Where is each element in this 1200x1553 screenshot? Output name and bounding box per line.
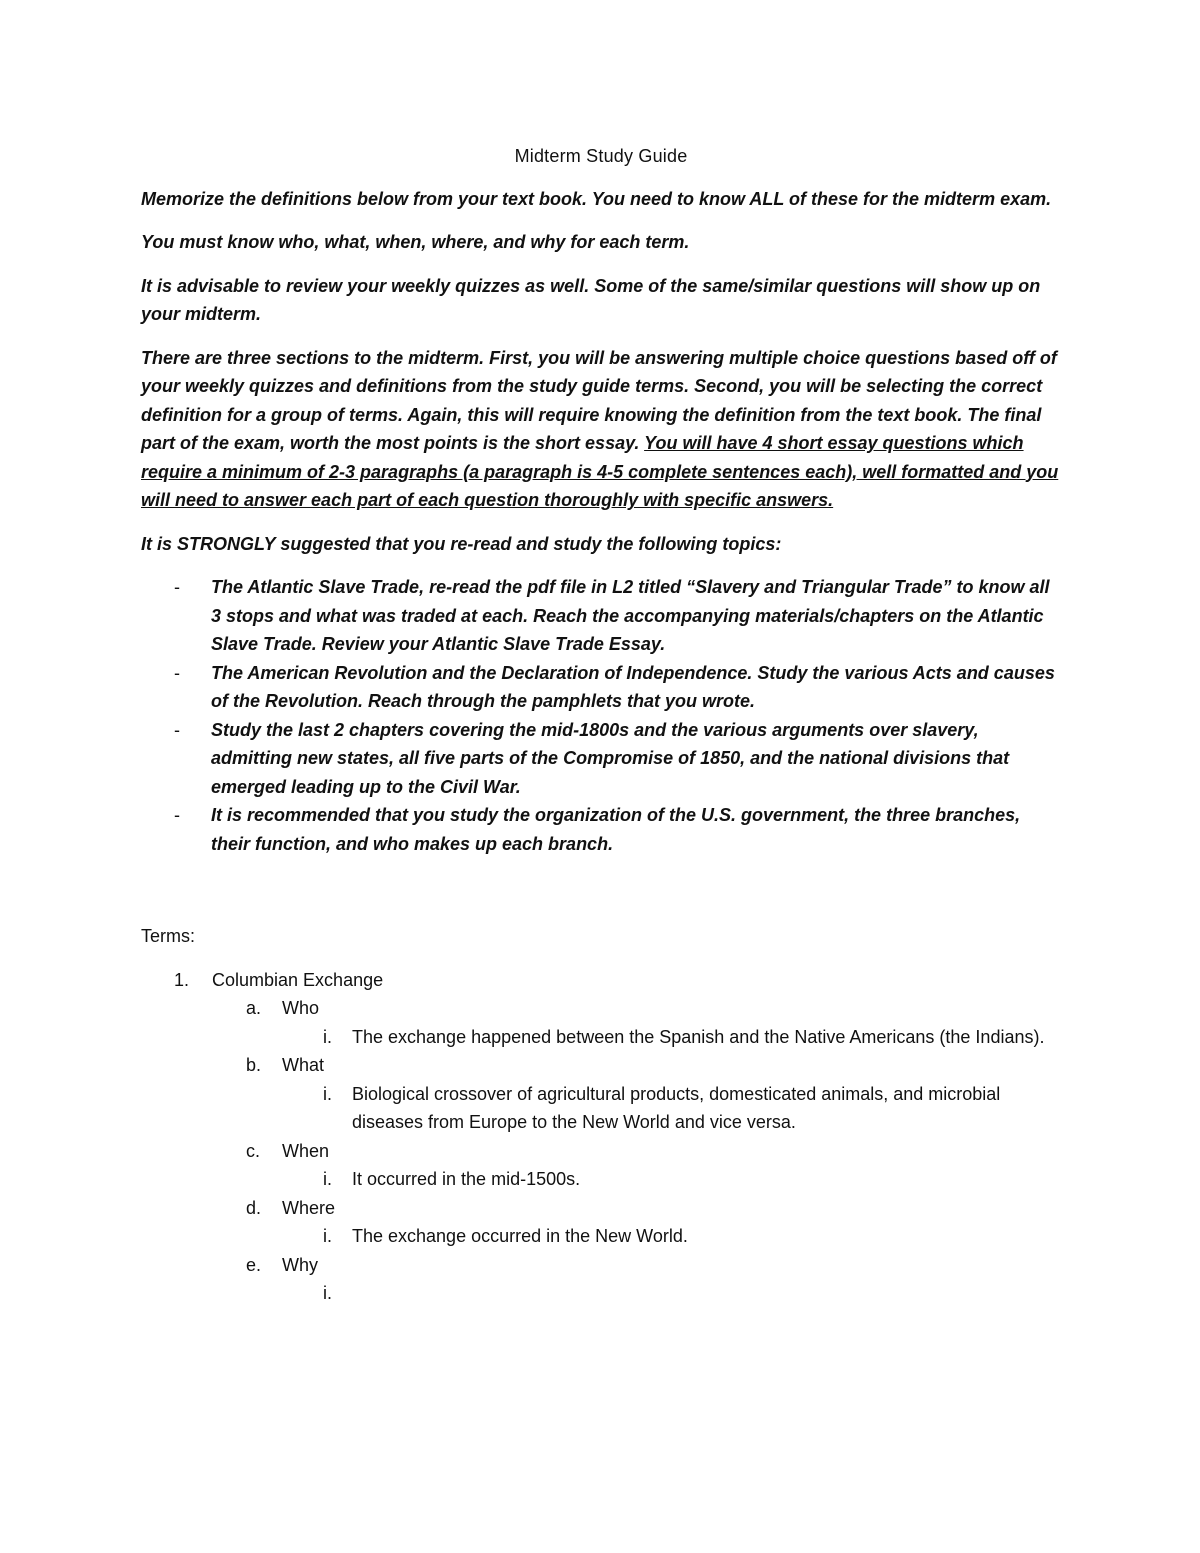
- part-letter: e.: [246, 1254, 262, 1275]
- topic-text: The American Revolution and the Declaration of Independence. Study the various Acts and causes of the Revolution. Reach through the pamphlets that you wrote.: [211, 662, 1055, 711]
- term-name: Columbian Exchange: [212, 969, 384, 990]
- part-answer: [141, 1279, 1061, 1308]
- topic-item: [141, 659, 1061, 716]
- answer-numeral: i.: [323, 1283, 332, 1303]
- part-label: Who: [282, 998, 320, 1018]
- answer-text: The exchange happened between the Spanish and the Native Americans (the Indians).: [352, 1026, 1045, 1047]
- intro-paragraph-3: It is advisable to review your weekly quizzes as well. Some of the same/similar questions will show up on your midterm.: [141, 275, 1041, 324]
- list-dash: -: [174, 662, 180, 683]
- list-dash: -: [174, 805, 180, 825]
- intro-paragraph-5: It is STRONGLY suggested that you re-read and study the following topics:: [141, 533, 782, 554]
- topic-item: [141, 716, 1061, 802]
- answer-numeral: i.: [323, 1169, 332, 1189]
- topic-item: [141, 573, 1061, 659]
- list-dash: -: [174, 577, 180, 597]
- answer-numeral: i.: [323, 1083, 332, 1104]
- page-title: Midterm Study Guide: [514, 146, 688, 166]
- part-label: Where: [282, 1197, 336, 1218]
- document-page: [141, 142, 1061, 1308]
- term-item: [141, 966, 1061, 995]
- term-number: 1.: [174, 969, 190, 990]
- list-dash: -: [174, 719, 180, 740]
- answer-numeral: i.: [323, 1226, 332, 1246]
- topics-list: [141, 573, 1061, 858]
- part-letter: c.: [246, 1140, 261, 1161]
- topic-item: [141, 801, 1061, 858]
- answer-text: The exchange occurred in the New World.: [352, 1226, 688, 1246]
- part-label: What: [282, 1055, 325, 1075]
- part-answer: [141, 1165, 1061, 1194]
- topic-text: Study the last 2 chapters covering the mid-1800s and the various arguments over slavery, admitting new states, all five parts of the Compromise of 1850, and the national divisions that emerged leading up to the Civil War.: [211, 719, 1010, 797]
- part-answer: [141, 1222, 1061, 1251]
- exam-sections-text: There are three sections to the midterm. First, you will be answering multiple choice questions based off of your weekly quizzes and definitions from the study guide terms. Second, you will be selecting the correct definition for a group of terms. Again, this will require knowing the definition from the text book. The final part of the exam, worth the most points is the short essay.: [141, 347, 1057, 453]
- part-label: When: [282, 1140, 330, 1161]
- part-letter: d.: [246, 1197, 262, 1218]
- answer-text: It occurred in the mid-1500s.: [352, 1169, 581, 1189]
- intro-paragraph-2: You must know who, what, when, where, and why for each term.: [141, 232, 690, 252]
- answer-text: Biological crossover of agricultural products, domesticated animals, and microbial diseases from Europe to the New World and vice versa.: [352, 1083, 1001, 1132]
- topic-text: The Atlantic Slave Trade, re-read the pdf file in L2 titled “Slavery and Triangular Trade” to know all 3 stops and what was traded at each. Reach the accompanying materials/chapters on the Atlantic Slave Trade. Review your Atlantic Slave Trade Essay.: [211, 577, 1050, 654]
- terms-heading: Terms:: [141, 926, 195, 946]
- answer-text: [352, 1283, 357, 1303]
- intro-paragraph-4: [141, 344, 1061, 515]
- term-part: [141, 1194, 1061, 1223]
- intro-paragraph-1: Memorize the definitions below from your text book. You need to know ALL of these for the midterm exam.: [141, 188, 1052, 209]
- term-part: [141, 1051, 1061, 1080]
- part-letter: a.: [246, 998, 262, 1018]
- part-answer: [141, 1080, 1061, 1137]
- essay-requirements-underlined: You will have 4 short essay questions which require a minimum of 2-3 paragraphs (a paragraph is 4-5 complete sentences each), well formatted and you will need to answer each part of each question thoroughly with specific answers.: [141, 433, 1059, 510]
- answer-numeral: i.: [323, 1026, 332, 1047]
- part-letter: b.: [246, 1055, 262, 1075]
- part-label: Why: [282, 1254, 318, 1275]
- term-part: [141, 994, 1061, 1023]
- term-part: [141, 1251, 1061, 1280]
- part-answer: [141, 1023, 1061, 1052]
- term-part: [141, 1137, 1061, 1166]
- topic-text: It is recommended that you study the organization of the U.S. government, the three branches, their function, and who makes up each branch.: [211, 805, 1021, 854]
